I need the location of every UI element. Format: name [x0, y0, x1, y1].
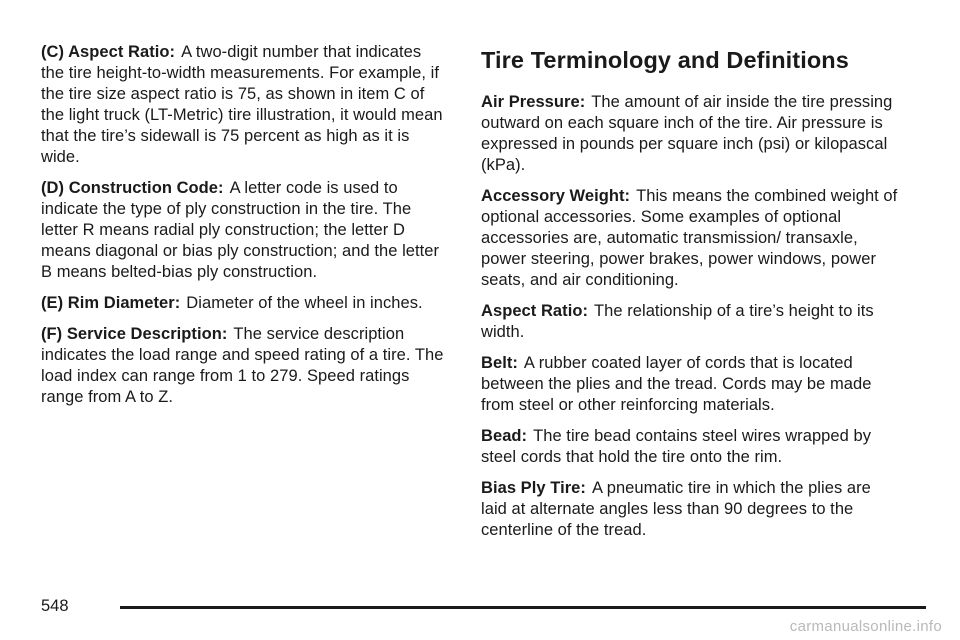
definition-text: Diameter of the wheel in inches. — [186, 294, 423, 312]
left-column — [41, 42, 446, 418]
definition-entry — [41, 324, 446, 408]
definition-text: A two-digit number that indicates the tire height-to-width measurements. For example, if the tire size aspect ratio is 75, as shown in item C of the light truck (LT-Metric) tire illustration, it would mean that the tire’s sidewall is 75 percent as high as it is wide. — [41, 43, 443, 166]
term: (D) Construction Code: — [41, 179, 224, 197]
term: Bead: — [481, 427, 528, 445]
definition-entry — [481, 186, 901, 291]
watermark: carmanualsonline.info — [789, 618, 942, 635]
definition-entry — [41, 293, 446, 314]
term: Belt: — [481, 354, 518, 372]
term: (C) Aspect Ratio: — [41, 43, 176, 61]
definition-entry — [481, 478, 901, 541]
definition-text: The relationship of a tire’s height to its width. — [481, 302, 874, 341]
definition-entry — [481, 301, 901, 343]
definition-text: A rubber coated layer of cords that is located between the plies and the tread. Cords may be made from steel or other reinforcing materials. — [481, 354, 872, 414]
section-heading: Tire Terminology and Definitions — [481, 47, 849, 73]
definition-text: A pneumatic tire in which the plies are laid at alternate angles less than 90 degrees to the centerline of the tread. — [481, 479, 871, 539]
page-footer — [41, 596, 891, 616]
right-column — [481, 46, 901, 551]
definition-text: This means the combined weight of optional accessories. Some examples of optional accessories are, automatic transmission/ transaxle, power steering, power brakes, power windows, power seats, and air conditioning. — [481, 187, 898, 289]
definition-entry — [41, 42, 446, 168]
definition-entry — [481, 426, 901, 468]
term: Bias Ply Tire: — [481, 479, 586, 497]
term: (E) Rim Diameter: — [41, 294, 181, 312]
definition-entry — [41, 178, 446, 283]
definition-entry — [481, 353, 901, 416]
definition-text: The amount of air inside the tire pressing outward on each square inch of the tire. Air pressure is expressed in pounds per square inch (psi) or kilopascal (kPa). — [481, 93, 893, 174]
term: (F) Service Description: — [41, 325, 228, 343]
term: Accessory Weight: — [481, 187, 631, 205]
definition-entry — [481, 92, 901, 176]
term: Aspect Ratio: — [481, 302, 588, 320]
definition-text: A letter code is used to indicate the type of ply construction in the tire. The letter R means radial ply construction; the letter D means diagonal or bias ply construction; and the letter B means belted-bias ply construction. — [41, 179, 440, 281]
definition-text: The tire bead contains steel wires wrapped by steel cords that hold the tire onto the rim. — [481, 427, 872, 466]
term: Air Pressure: — [481, 93, 586, 111]
footer-rule — [120, 606, 926, 609]
page-number: 548 — [41, 597, 69, 615]
definition-text: The service description indicates the load range and speed rating of a tire. The load index can range from 1 to 279. Speed ratings range from A to Z. — [41, 325, 444, 406]
